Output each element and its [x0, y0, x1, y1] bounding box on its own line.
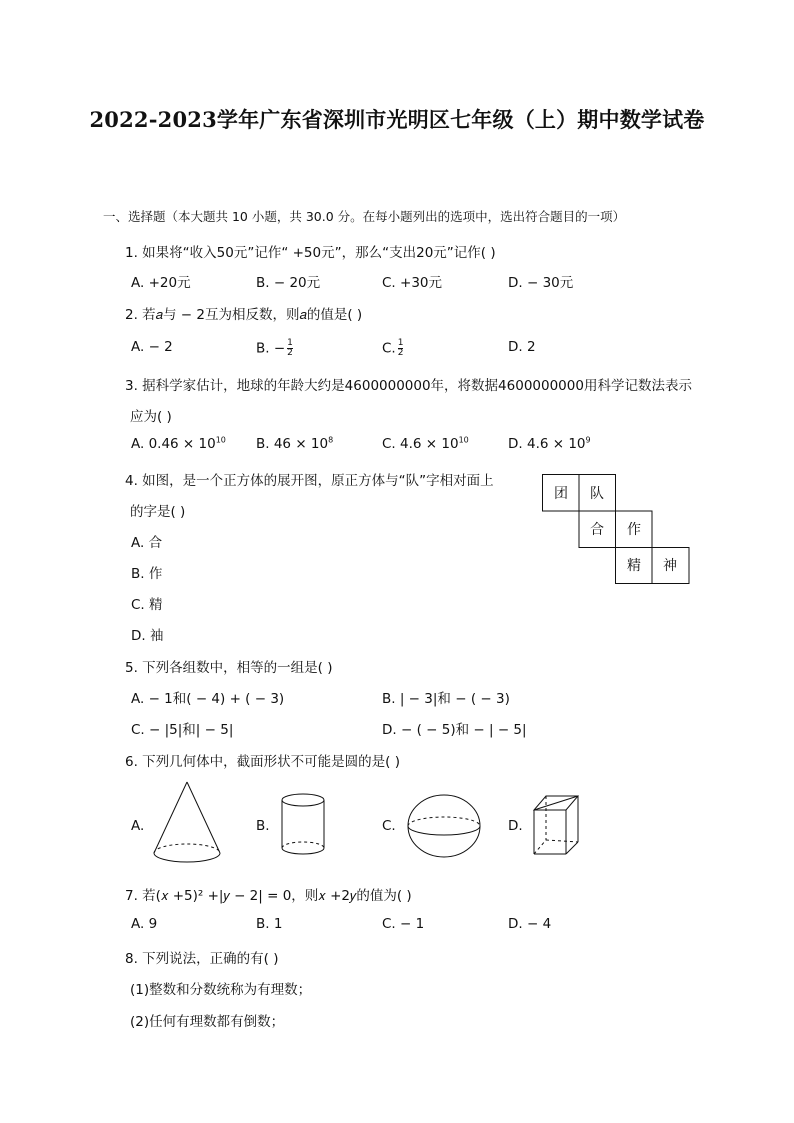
q4-option-b[interactable]: B. 作 — [131, 566, 163, 582]
cylinder-shape — [278, 792, 328, 858]
q1-option-c[interactable]: C. +30元 — [382, 275, 442, 291]
cube-net-figure — [542, 474, 690, 584]
q5-option-b[interactable]: B. | − 3|和 − ( − 3) — [382, 691, 510, 707]
cube-net-svg — [542, 474, 690, 584]
q4-option-a[interactable]: A. 合 — [131, 535, 163, 551]
net-cell-3: 合 — [590, 522, 604, 538]
q8-statement-1: (1)整数和分数统称为有理数； — [130, 982, 312, 998]
q5-option-a[interactable]: A. − 1和( − 4) + ( − 3) — [131, 691, 285, 707]
q7-option-c[interactable]: C. − 1 — [382, 916, 425, 932]
question-2-stem: 2. 若𝑎与 − 2互为相反数，则𝑎的值是( ) — [125, 307, 363, 323]
q5-option-d[interactable]: D. − ( − 5)和 − | − 5| — [382, 722, 527, 738]
question-5-stem: 5. 下列各组数中，相等的一组是( ) — [125, 660, 333, 676]
q2-option-b-fraction: $\frac{1}{2}$ — [287, 338, 293, 358]
q4-option-c[interactable]: C. 精 — [131, 597, 163, 613]
question-7-stem: 7. 若(𝑥 +5)² +|𝑦 − 2| = 0，则𝑥 +2𝑦的值为( ) — [125, 888, 412, 904]
net-cell-2: 队 — [590, 486, 604, 502]
section-heading: 一、选择题（本大题共 10 小题，共 30.0 分。在每小题列出的选项中，选出符合题目的一项） — [103, 209, 626, 224]
q8-statement-2: (2)任何有理数都有倒数； — [130, 1014, 285, 1030]
q1-option-a[interactable]: A. +20元 — [131, 275, 191, 291]
q2-option-c-label: C. — [382, 340, 396, 357]
q7-option-a[interactable]: A. 9 — [131, 916, 158, 932]
question-1-stem: 1. 如果将“收入50元”记作“ +50元”，那么“支出20元”记作( ) — [125, 245, 496, 261]
question-4-stem-line2: 的字是( ) — [130, 504, 186, 520]
q2-option-c-fraction: $\frac{1}{2}$ — [397, 338, 404, 358]
q2-option-a[interactable]: A. − 2 — [131, 339, 173, 355]
question-3-stem-line1: 3. 据科学家估计，地球的年龄大约是4600000000年，将数据4600000000用科学记数法表示 — [125, 378, 692, 394]
q7-option-d[interactable]: D. − 4 — [508, 916, 552, 932]
question-6-stem: 6. 下列几何体中，截面形状不可能是圆的是( ) — [125, 754, 400, 770]
question-3-stem-line2: 应为( ) — [130, 409, 172, 425]
q7-option-b[interactable]: B. 1 — [256, 916, 283, 932]
q4-option-d[interactable]: D. 袖 — [131, 628, 164, 644]
question-4-stem-line1: 4. 如图，是一个正方体的展开图，原正方体与“队”字相对面上 — [125, 473, 494, 489]
net-cell-4: 作 — [627, 522, 641, 538]
page-title: 2022-2023学年广东省深圳市光明区七年级（上）期中数学试卷 — [89, 107, 705, 132]
q1-option-b[interactable]: B. − 20元 — [256, 275, 321, 291]
q2-option-d[interactable]: D. 2 — [508, 339, 536, 355]
sphere-shape — [404, 792, 484, 860]
q6-option-d[interactable]: D. — [508, 818, 523, 834]
triangular-prism-shape — [530, 792, 586, 858]
net-cell-1: 团 — [554, 486, 568, 502]
q6-option-a[interactable]: A. — [131, 818, 145, 834]
q5-option-c[interactable]: C. − |5|和| − 5| — [131, 722, 234, 738]
q2-option-c[interactable] — [382, 339, 403, 358]
q2-option-b-sign: B. − — [256, 340, 286, 357]
q3-option-c[interactable]: C. $4.6 \times 10^{10}$ — [382, 435, 469, 452]
q3-option-d[interactable]: D. $4.6 \times 10^9$ — [508, 435, 591, 452]
q3-option-a[interactable]: A. $0.46 \times 10^{10}$ — [131, 435, 226, 452]
q3-option-b[interactable]: B. $46 \times 10^8$ — [256, 435, 334, 452]
cone-shape — [150, 780, 225, 866]
question-8-stem: 8. 下列说法，正确的有( ) — [125, 951, 279, 967]
q6-option-b[interactable]: B. — [256, 818, 270, 834]
q6-option-c[interactable]: C. — [382, 818, 396, 834]
net-cell-6: 神 — [663, 558, 677, 574]
q2-option-b[interactable] — [256, 339, 293, 358]
q1-option-d[interactable]: D. − 30元 — [508, 275, 574, 291]
net-cell-5: 精 — [627, 558, 641, 574]
